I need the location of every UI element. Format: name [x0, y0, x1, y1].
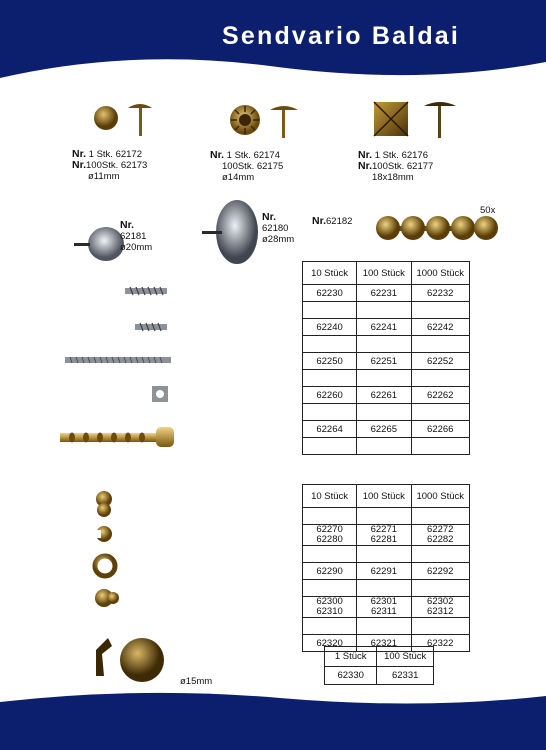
table-row: 62250 62251 62252: [303, 353, 470, 370]
table-row: [303, 336, 470, 353]
table-row: 62230 62231 62232: [303, 285, 470, 302]
screw-image-1: [124, 284, 170, 298]
quantity-label: 50x: [480, 205, 496, 216]
table-row: 62320 62321 62322: [303, 635, 470, 652]
table-row: 62330 62331: [325, 667, 434, 685]
table-row: [303, 618, 470, 635]
footer-banner: [0, 680, 546, 750]
screw-image-2: [134, 320, 170, 334]
table-row: [303, 508, 470, 525]
threaded-rod-image: [64, 354, 172, 366]
caption-diameter-15mm: ø15mm: [180, 676, 213, 687]
page-title: Sendvario Baldai: [222, 22, 461, 50]
nail-strip-image: [374, 214, 500, 242]
silver-nail-28mm-image: [200, 196, 260, 268]
brass-fittings-image: [92, 490, 122, 612]
caption-62181: Nr. 62181 ø20mm: [120, 219, 153, 253]
table-row: 62264 62265 62266: [303, 421, 470, 438]
price-table-2: 10 Stück 100 Stück 1000 Stück 62270 62280 62271 62281 62272 62282 62290 62291 62292 62300 62310 62301 62311 62302 62312 62320 62321 62322: [302, 484, 470, 652]
table-row: [303, 546, 470, 563]
caption-62182: Nr.62182: [312, 215, 353, 227]
table-row: 62240 62241 62242: [303, 319, 470, 336]
corner-cap-image: [92, 636, 170, 684]
brass-bolt-image: [58, 424, 176, 450]
round-nail-image: [92, 98, 162, 142]
table-row: [303, 438, 470, 455]
table-row: [303, 302, 470, 319]
silver-nail-20mm-image: [72, 222, 126, 268]
price-table-3: 1 Stück 100 Stück 62330 62331: [324, 646, 434, 685]
caption-62180: Nr. 62180 ø28mm: [262, 211, 295, 245]
table-row: 62290 62291 62292: [303, 563, 470, 580]
square-nail-image: [372, 98, 464, 144]
table-row: 62260 62261 62262: [303, 387, 470, 404]
price-table-1: 10 Stück 100 Stück 1000 Stück 62230 62231 62232 62240 62241 62242 62250 62251 62252 62260 62261 62262 62264 62265 62266: [302, 261, 470, 455]
rosette-nail-image: [228, 100, 304, 144]
caption-62176: Nr. 1 Stk. 62176 Nr.100Stk. 62177 18x18mm: [358, 149, 434, 183]
table-row: 62270 62280 62271 62281 62272 62282: [303, 525, 470, 546]
table-row: 62300 62310 62301 62311 62302 62312: [303, 597, 470, 618]
caption-62174: Nr. 1 Stk. 62174 100Stk. 62175 ø14mm: [210, 149, 284, 183]
table-row: [303, 404, 470, 421]
square-nut-image: [150, 384, 170, 404]
caption-62172: Nr. 1 Stk. 62172 Nr.100Stk. 62173 ø11mm: [72, 148, 148, 182]
table-row: [303, 580, 470, 597]
table-row: [303, 370, 470, 387]
